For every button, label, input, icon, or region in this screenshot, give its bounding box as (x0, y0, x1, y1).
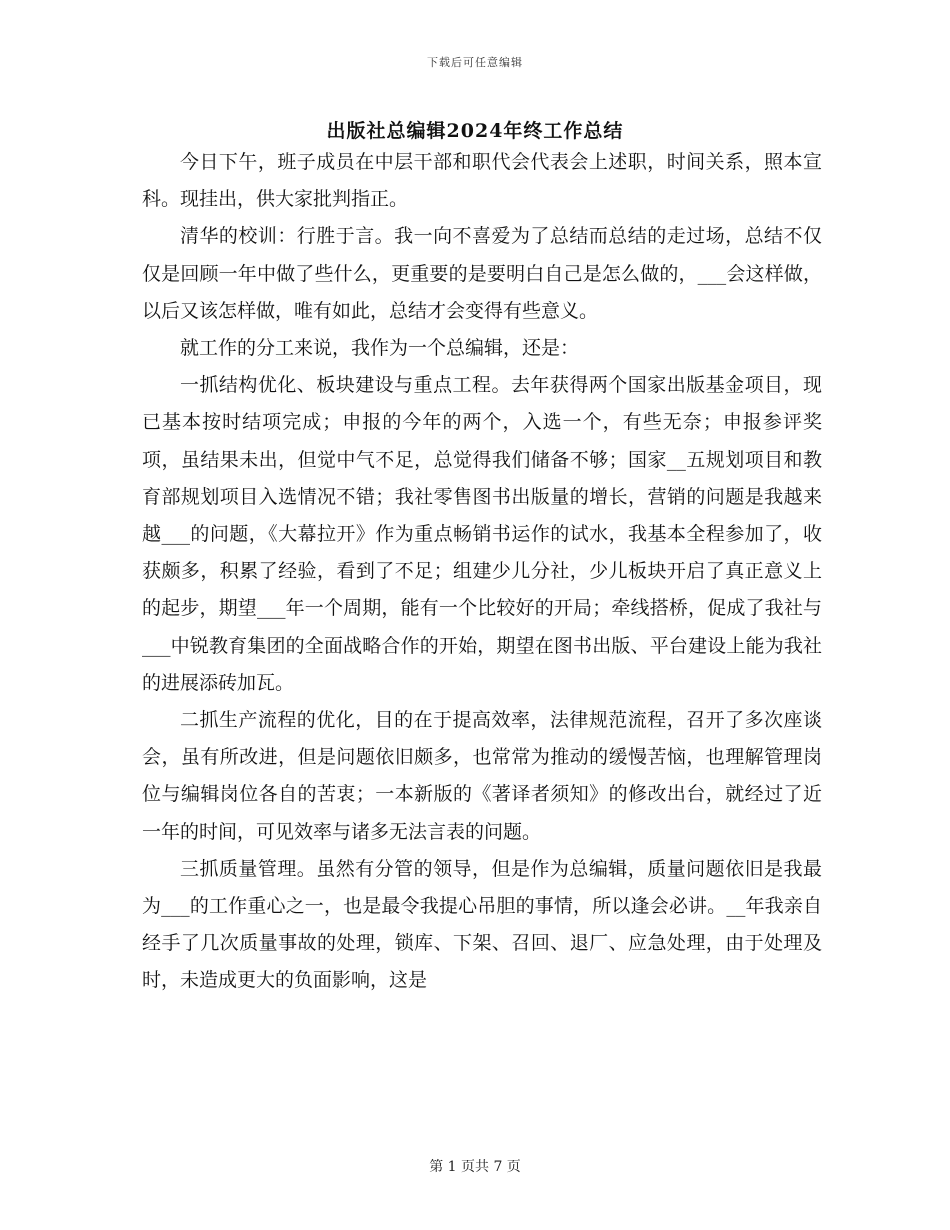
paragraph: 一抓结构优化、板块建设与重点工程。去年获得两个国家出版基金项目，现已基本按时结项完成；申报的今年的两个，入选一个，有些无奈；申报参评奖项，虽结果未出，但觉中气不足，总觉得我们储备不够；国家__五规划项目和教育部规划项目入选情况不错；我社零售图书出版量的增长，营销的问题是我越来越___的问题，《大幕拉开》作为重点畅销书运作的试水，我基本全程参加了，收获颇多，积累了经验，看到了不足；组建少儿分社，少儿板块开启了真正意义上的起步，期望___年一个周期，能有一个比较好的开局；牵线搭桥，促成了我社与___中锐教育集团的全面战略合作的开始，期望在图书出版、平台建设上能为我社的进展添砖加瓦。 (142, 374, 822, 694)
document-body (142, 144, 822, 1000)
paragraph: 二抓生产流程的优化，目的在于提高效率，法律规范流程，召开了多次座谈会，虽有所改进，但是问题依旧颇多，也常常为推动的缓慢苦恼，也理解管理岗位与编辑岗位各自的苦衷；一本新版的《著译者须知》的修改出台，就经过了近一年的时间，可见效率与诸多无法言表的问题。 (142, 709, 822, 843)
document-title: 出版社总编辑2024年终工作总结 (326, 120, 624, 142)
paragraph: 今日下午，班子成员在中层干部和职代会代表会上述职，时间关系，照本宣科。现挂出，供大家批判指正。 (142, 151, 822, 211)
page-header-note: 下载后可任意编辑 (427, 56, 523, 69)
paragraph: 三抓质量管理。虽然有分管的领导，但是作为总编辑，质量问题依旧是我最为___的工作重心之一，也是最令我提心吊胆的事情，所以逢会必讲。__年我亲自经手了几次质量事故的处理，锁库、下架、召回、退厂、应急处理，由于处理及时，未造成更大的负面影响，这是 (142, 857, 822, 992)
paragraph: 清华的校训：行胜于言。我一向不喜爱为了总结而总结的走过场，总结不仅仅是回顾一年中做了些什么，更重要的是要明白自己是怎么做的，___会这样做，以后又该怎样做，唯有如此，总结才会变得有些意义。 (142, 225, 822, 322)
paragraph: 就工作的分工来说，我作为一个总编辑，还是： (180, 337, 580, 360)
page-number: 第 1 页共 7 页 (429, 1159, 521, 1175)
